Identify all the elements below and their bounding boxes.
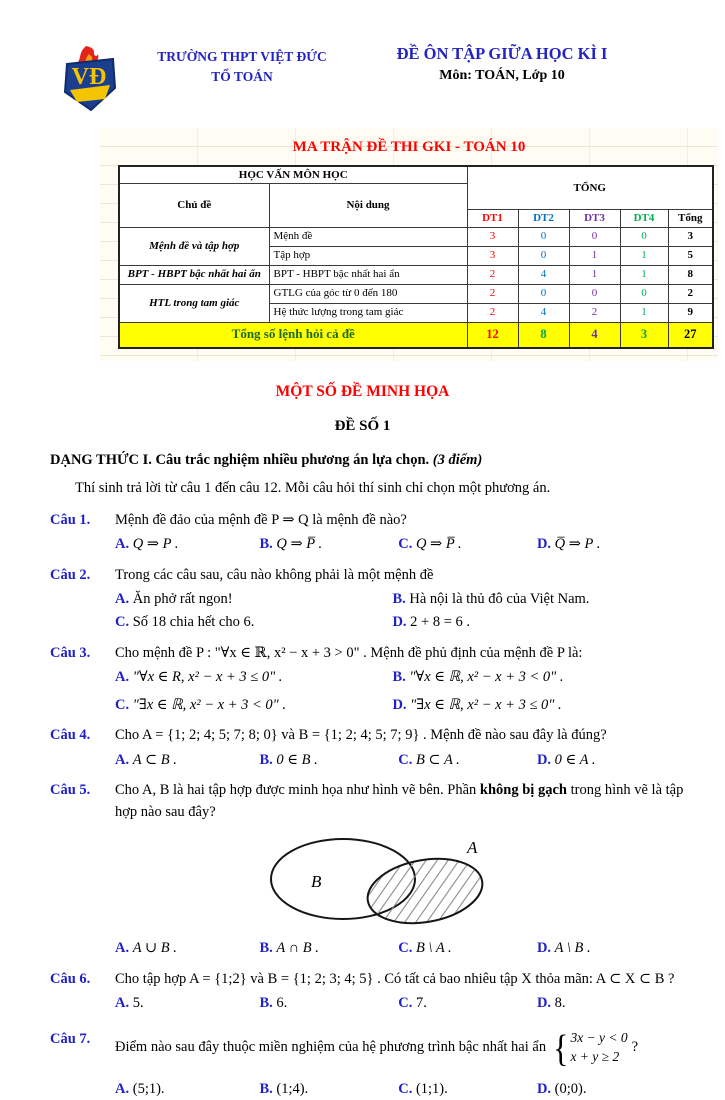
question-number: Câu 2. [50, 566, 91, 583]
question-number: Câu 7. [50, 1030, 91, 1047]
options-row [115, 750, 693, 771]
matrix-value-cell: 1 [620, 303, 668, 322]
option-a: A. 5. [115, 995, 144, 1012]
matrix-value-cell: 0 [569, 227, 620, 246]
matrix-row [119, 284, 713, 303]
matrix-value-cell: 0 [569, 284, 620, 303]
matrix-value-cell: 3 [467, 246, 518, 265]
venn-label-b: B [311, 872, 322, 892]
part1-instruction: Thí sinh trả lời từ câu 1 đến câu 12. Mỗi câu hỏi thí sinh chỉ chọn một phương án. [75, 479, 551, 496]
option-c: C. B \ A . [398, 940, 452, 957]
option-c: C. 7. [398, 995, 427, 1012]
matrix-content-cell: Hệ thức lượng trong tam giác [269, 303, 467, 322]
matrix-value-cell: 0 [620, 284, 668, 303]
option-b: B. 6. [259, 995, 288, 1012]
matrix-value-cell: 0 [518, 227, 569, 246]
page-header [0, 0, 725, 116]
venn-diagram [253, 835, 693, 934]
part1-points: (3 điểm) [432, 451, 483, 468]
option-c: C. Q ⇒ P̅ . [398, 536, 462, 553]
option-b: B. 0 ∈ B . [259, 751, 318, 768]
option-d: D. A \ B . [536, 940, 591, 957]
matrix-footer-label: Tổng số lệnh hỏi cả đề [119, 322, 467, 348]
matrix-content-cell: GTLG của góc từ 0 đến 180 [269, 284, 467, 303]
matrix-total-cell: 8 [668, 265, 713, 284]
part1-heading-text: DẠNG THỨC I. Câu trắc nghiệm nhiều phương án lựa chọn. [50, 451, 430, 468]
option-c: C. (1;1). [398, 1080, 448, 1097]
options-row [115, 667, 693, 716]
matrix-footer-total: 3 [620, 322, 668, 348]
exam-subtitle: Môn: TOÁN, Lớp 10 [439, 67, 565, 83]
system-brace: { [553, 1026, 569, 1070]
option-d: D. 0 ∈ A . [536, 751, 596, 768]
option-a: A. Q ⇒ P . [115, 536, 179, 553]
option-b: B. A ∩ B . [259, 940, 319, 957]
matrix-value-cell: 1 [620, 246, 668, 265]
section-title-examples: MỘT SỐ ĐỀ MINH HỌA [275, 382, 450, 400]
option-d: D. 8. [536, 995, 566, 1012]
matrix-value-cell: 2 [467, 265, 518, 284]
matrix-value-cell: 1 [620, 265, 668, 284]
option-c: C. B ⊂ A . [398, 751, 460, 768]
question-stem: Trong các câu sau, câu nào không phải là một mệnh đề [115, 566, 434, 583]
option-a: A. (5;1). [115, 1080, 165, 1097]
matrix-value-cell: 4 [518, 303, 569, 322]
matrix-value-cell: 4 [518, 265, 569, 284]
matrix-content-cell: Mệnh đề [269, 227, 467, 246]
options-row [115, 589, 693, 634]
options-row [115, 993, 693, 1014]
logo-letters: VĐ [71, 64, 107, 90]
option-b: B. Q ⇒ P̅ . [259, 536, 323, 553]
question-number: Câu 5. [50, 782, 91, 799]
exam-title-block [374, 44, 630, 84]
question-4 [50, 725, 693, 771]
question-1 [50, 510, 693, 556]
matrix-footer-total: 4 [569, 322, 620, 348]
question-5 [50, 780, 693, 960]
header-noi-dung: Nội dung [269, 184, 467, 227]
options-row [115, 938, 693, 959]
matrix-value-cell: 1 [569, 265, 620, 284]
matrix-row [119, 265, 713, 284]
matrix-topic-cell: HTL trong tam giác [119, 284, 269, 322]
matrix-row [119, 227, 713, 246]
option-c: C. "∃x ∈ ℝ, x² − x + 3 < 0" . [115, 696, 287, 713]
question-6 [50, 969, 693, 1015]
header-dt4: DT4 [620, 210, 668, 227]
question-7 [50, 1026, 693, 1100]
system-line-2: x + y ≥ 2 [570, 1048, 620, 1064]
matrix-value-cell: 0 [620, 227, 668, 246]
matrix-total-cell: 5 [668, 246, 713, 265]
option-d: D. "∃x ∈ ℝ, x² − x + 3 ≤ 0" . [392, 696, 562, 713]
options-row [115, 534, 693, 555]
header-dt2: DT2 [518, 210, 569, 227]
matrix-footer-total: 27 [668, 322, 713, 348]
matrix-footer-total: 12 [467, 322, 518, 348]
question-stem: Mệnh đề đảo của mệnh đề P ⇒ Q là mệnh đề nào? [115, 511, 407, 528]
matrix-total-cell: 3 [668, 227, 713, 246]
option-b: B. "∀x ∈ ℝ, x² − x + 3 < 0" . [392, 669, 564, 686]
matrix-content-cell: Tập hợp [269, 246, 467, 265]
system-line-1: 3x − y < 0 [570, 1029, 628, 1045]
option-c: C. Số 18 chia hết cho 6. [115, 614, 255, 631]
matrix-value-cell: 1 [569, 246, 620, 265]
matrix-value-cell: 2 [467, 284, 518, 303]
matrix-table [118, 165, 714, 349]
matrix-value-cell: 2 [569, 303, 620, 322]
option-a: A. A ∪ B . [115, 940, 177, 957]
question-number: Câu 1. [50, 511, 91, 528]
header-tong-group: TỔNG [467, 166, 713, 210]
school-department: TỔ TOÁN [211, 69, 273, 85]
exam-title: ĐỀ ÔN TẬP GIỮA HỌC KÌ I [396, 44, 608, 63]
school-name-block [136, 44, 348, 88]
matrix-total-cell: 9 [668, 303, 713, 322]
inequality-system [553, 1026, 628, 1070]
question-stem: Cho A = {1; 2; 4; 5; 7; 8; 0} và B = {1; 2; 4; 5; 7; 9} . Mệnh đề nào sau đây là đúng? [115, 727, 607, 744]
option-d: D. Q̅ ⇒ P . [536, 536, 601, 553]
matrix-total-cell: 2 [668, 284, 713, 303]
matrix-footer-row [119, 322, 713, 348]
school-name: TRƯỜNG THPT VIỆT ĐỨC [157, 49, 327, 64]
header-chu-de: Chủ đề [119, 184, 269, 227]
matrix-footer-total: 8 [518, 322, 569, 348]
option-a: A. Ăn phở rất ngon! [115, 590, 233, 607]
option-b: B. Hà nội là thủ đô của Việt Nam. [392, 590, 590, 607]
venn-ellipse-a-hatched [362, 850, 487, 927]
venn-label-a: A [467, 838, 478, 858]
question-stem: Cho A, B là hai tập hợp được minh họa như hình vẽ bên. Phần không bị gạch trong hình vẽ là tập hợp nào sau đây? [115, 782, 684, 820]
option-a: A. A ⊂ B . [115, 751, 177, 768]
matrix-content-cell: BPT - HBPT bậc nhất hai ẩn [269, 265, 467, 284]
matrix-value-cell: 0 [518, 284, 569, 303]
question-stem: Cho tập hợp A = {1;2} và B = {1; 2; 3; 4; 5} . Có tất cả bao nhiêu tập X thỏa mãn: A ⊂ X ⊂ B ? [115, 970, 675, 987]
option-a: A. "∀x ∈ R, x² − x + 3 ≤ 0" . [115, 669, 283, 686]
question-number: Câu 3. [50, 644, 91, 661]
question-stem: Cho mệnh đề P : "∀x ∈ ℝ, x² − x + 3 > 0" . Mệnh đề phủ định của mệnh đề P là: [115, 644, 583, 661]
matrix-header-row-1 [119, 166, 713, 184]
option-b: B. (1;4). [259, 1080, 309, 1097]
part1-heading [50, 452, 690, 469]
matrix-value-cell: 0 [518, 246, 569, 265]
header-dt3: DT3 [569, 210, 620, 227]
matrix-value-cell: 3 [467, 227, 518, 246]
question-3 [50, 643, 693, 716]
matrix-topic-cell: BPT - HBPT bậc nhất hai ẩn [119, 265, 269, 284]
question-stem: Điểm nào sau đây thuộc miền nghiệm của hệ phương trình bậc nhất hai ẩn { 3x − y < 0 x + y ≥ 2 ? [115, 1026, 639, 1070]
section-title-exam-number: ĐỀ SỐ 1 [334, 417, 391, 434]
question-number: Câu 6. [50, 970, 91, 987]
school-logo-icon [56, 44, 124, 116]
options-row [115, 1079, 693, 1100]
option-d: D. (0;0). [536, 1080, 587, 1097]
option-d: D. 2 + 8 = 6 . [392, 614, 471, 631]
matrix-title: MA TRẬN ĐỀ THI GKI - TOÁN 10 [292, 139, 526, 155]
header-tong: Tổng [668, 210, 713, 227]
header-dt1: DT1 [467, 210, 518, 227]
matrix-block [100, 128, 718, 361]
header-hoc-van: HỌC VẤN MÔN HỌC [119, 166, 467, 184]
matrix-topic-cell: Mệnh đề và tập hợp [119, 227, 269, 265]
question-2 [50, 565, 693, 634]
matrix-value-cell: 2 [467, 303, 518, 322]
question-number: Câu 4. [50, 727, 91, 744]
